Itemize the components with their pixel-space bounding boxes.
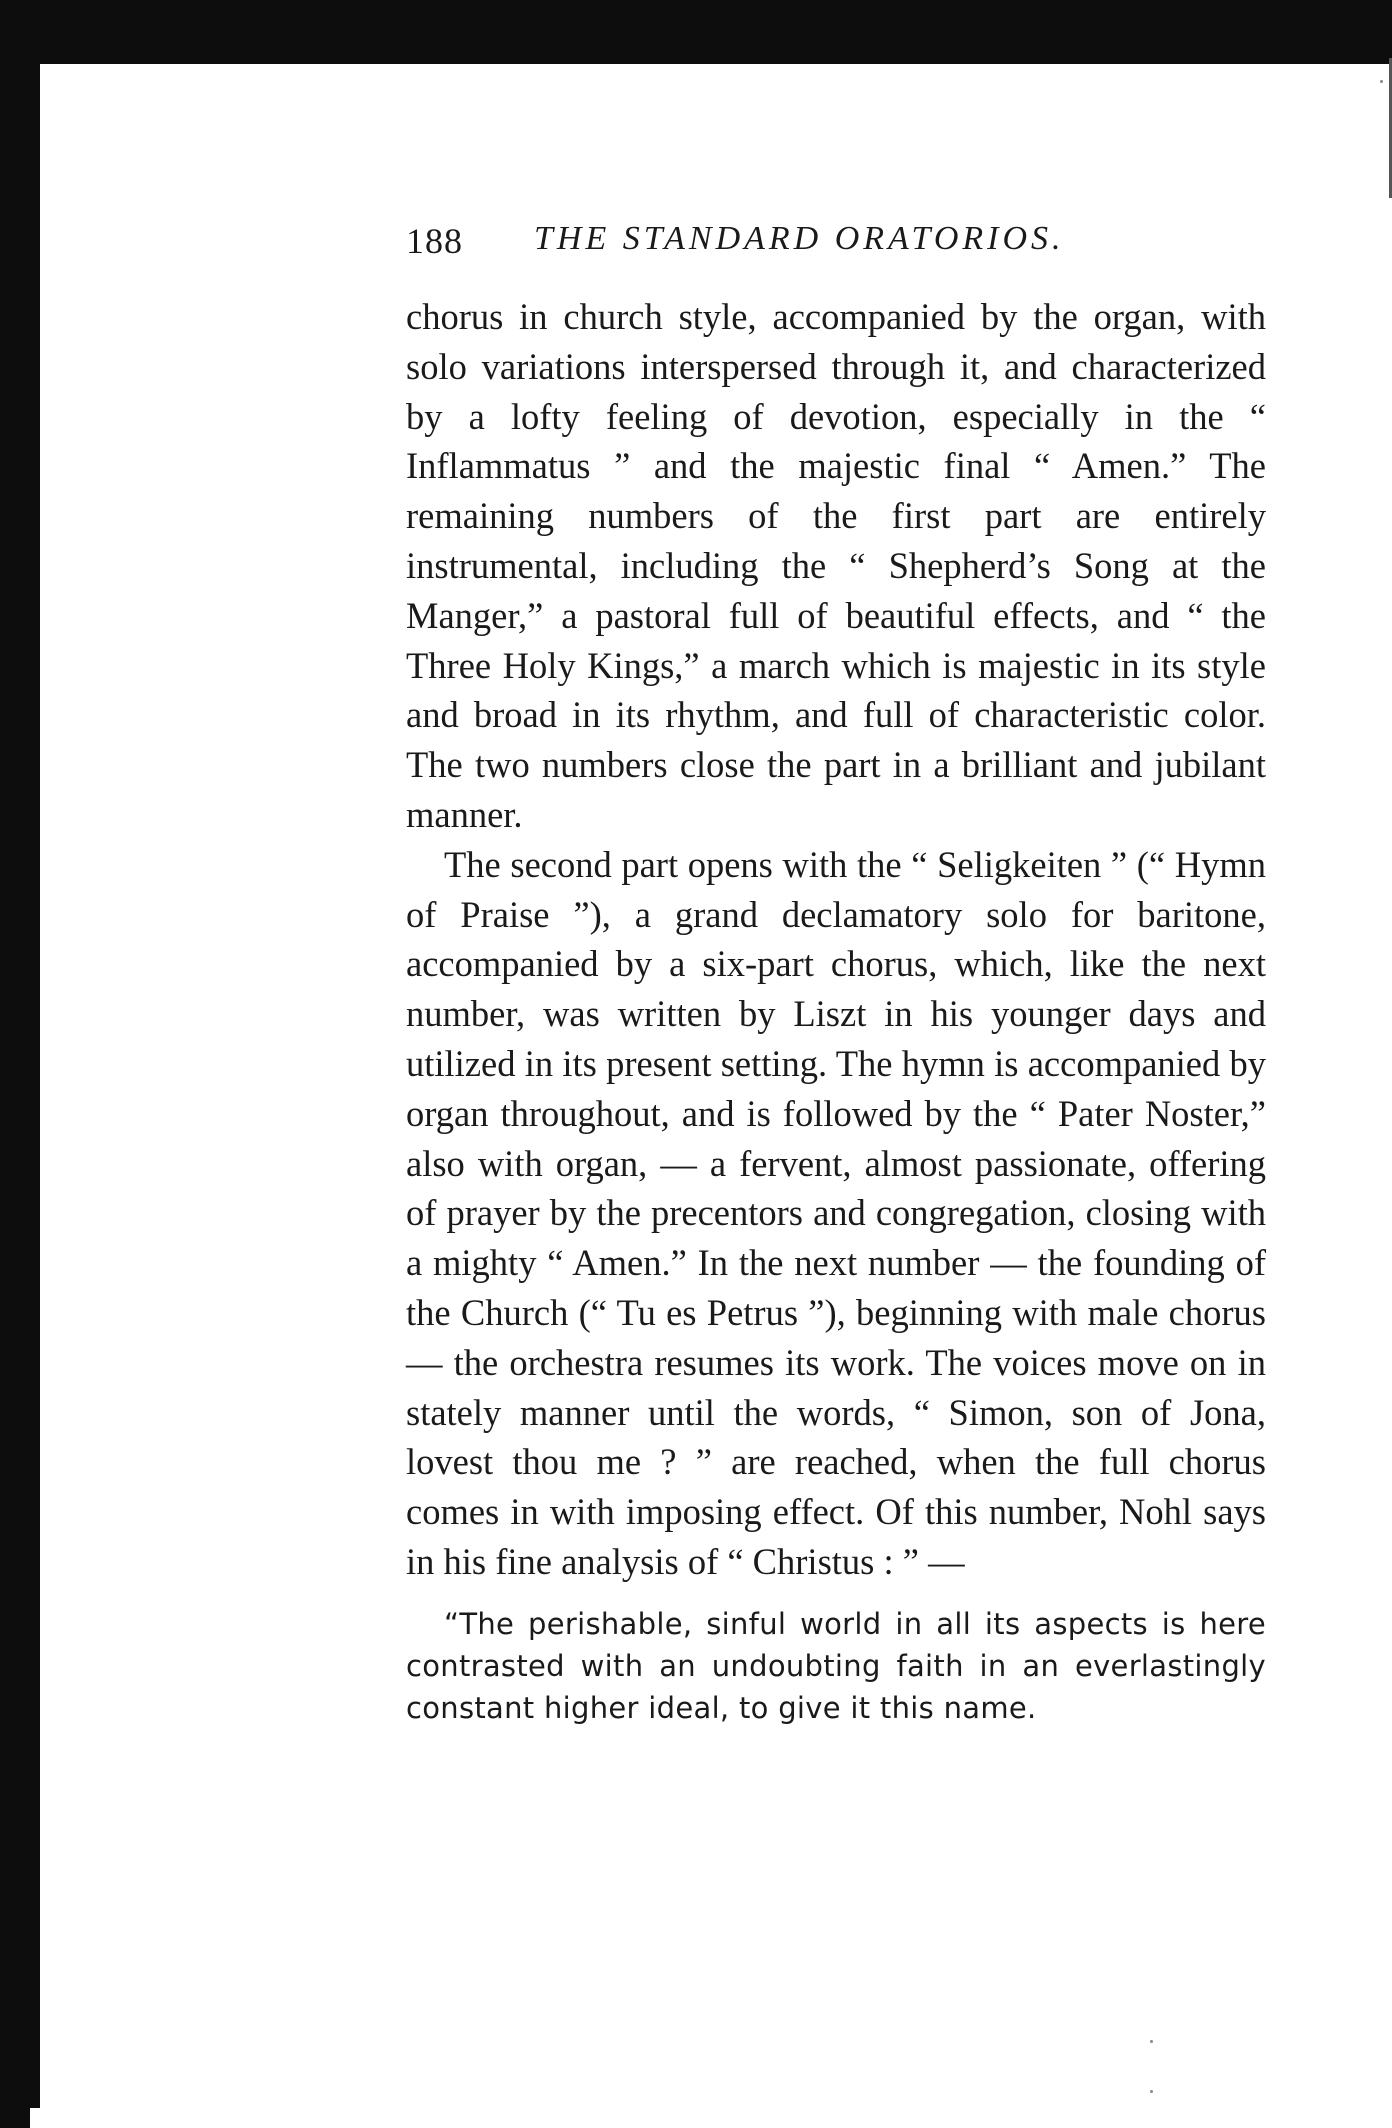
- paragraph-continued: chorus in church style, accompanied by the organ, with solo variations interspersed through it, and characterized by a lofty feeling of devotion, especially in the “ Inflammatus ” and the majestic final “ Amen.” The remaining numbers of the first part are entirely instrumental, including the “ Shepherd’s Song at the Manger,” a pastoral full of beautiful effects, and “ the Three Holy Kings,” a march which is majestic in its style and broad in its rhythm, and full of characteristic color. The two numbers close the part in a brilliant and jubilant manner.: [406, 296, 1266, 835]
- running-title: THE STANDARD ORATORIOS.: [534, 220, 1065, 257]
- scan-speck: [1380, 80, 1383, 83]
- paragraph-second-part: The second part opens with the “ Seligkeiten ” (“ Hymn of Praise ”), a grand declamatory solo for baritone, accompanied by a six-part chorus, which, like the next number, was written by Liszt in his younger days and utilized in its present setting. The hymn is accompanied by organ throughout, and is followed by the “ Pater Noster,” also with organ, — a fervent, almost passionate, offering of prayer by the precentors and congregation, closing with a mighty “ Amen.” In the next number — the founding of the Church (“ Tu es Petrus ”), beginning with male chorus — the orchestra resumes its work. The voices move on in stately manner until the words, “ Simon, son of Jona, lovest thou me ? ” are reached, when the full chorus comes in with imposing effect. Of this number, Nohl says in his fine analysis of “ Christus : ” —: [406, 843, 1266, 1582]
- block-quote: [406, 1603, 1266, 1729]
- book-page: [406, 220, 1266, 1729]
- body-text: [406, 292, 1266, 1587]
- scan-border-left-inner: [30, 58, 40, 2108]
- page-number: 188: [406, 221, 463, 261]
- scan-speck: [1150, 2040, 1153, 2043]
- quote-text: “The perishable, sinful world in all its aspects is here contrasted with an undoubting faith in an everlastingly constant higher ideal, to give it this name.: [406, 1606, 1266, 1725]
- scan-border-left: [0, 0, 30, 2128]
- scan-border-top-inner: [40, 46, 1392, 64]
- running-head: [406, 220, 1266, 272]
- scan-speck: [1150, 2090, 1153, 2093]
